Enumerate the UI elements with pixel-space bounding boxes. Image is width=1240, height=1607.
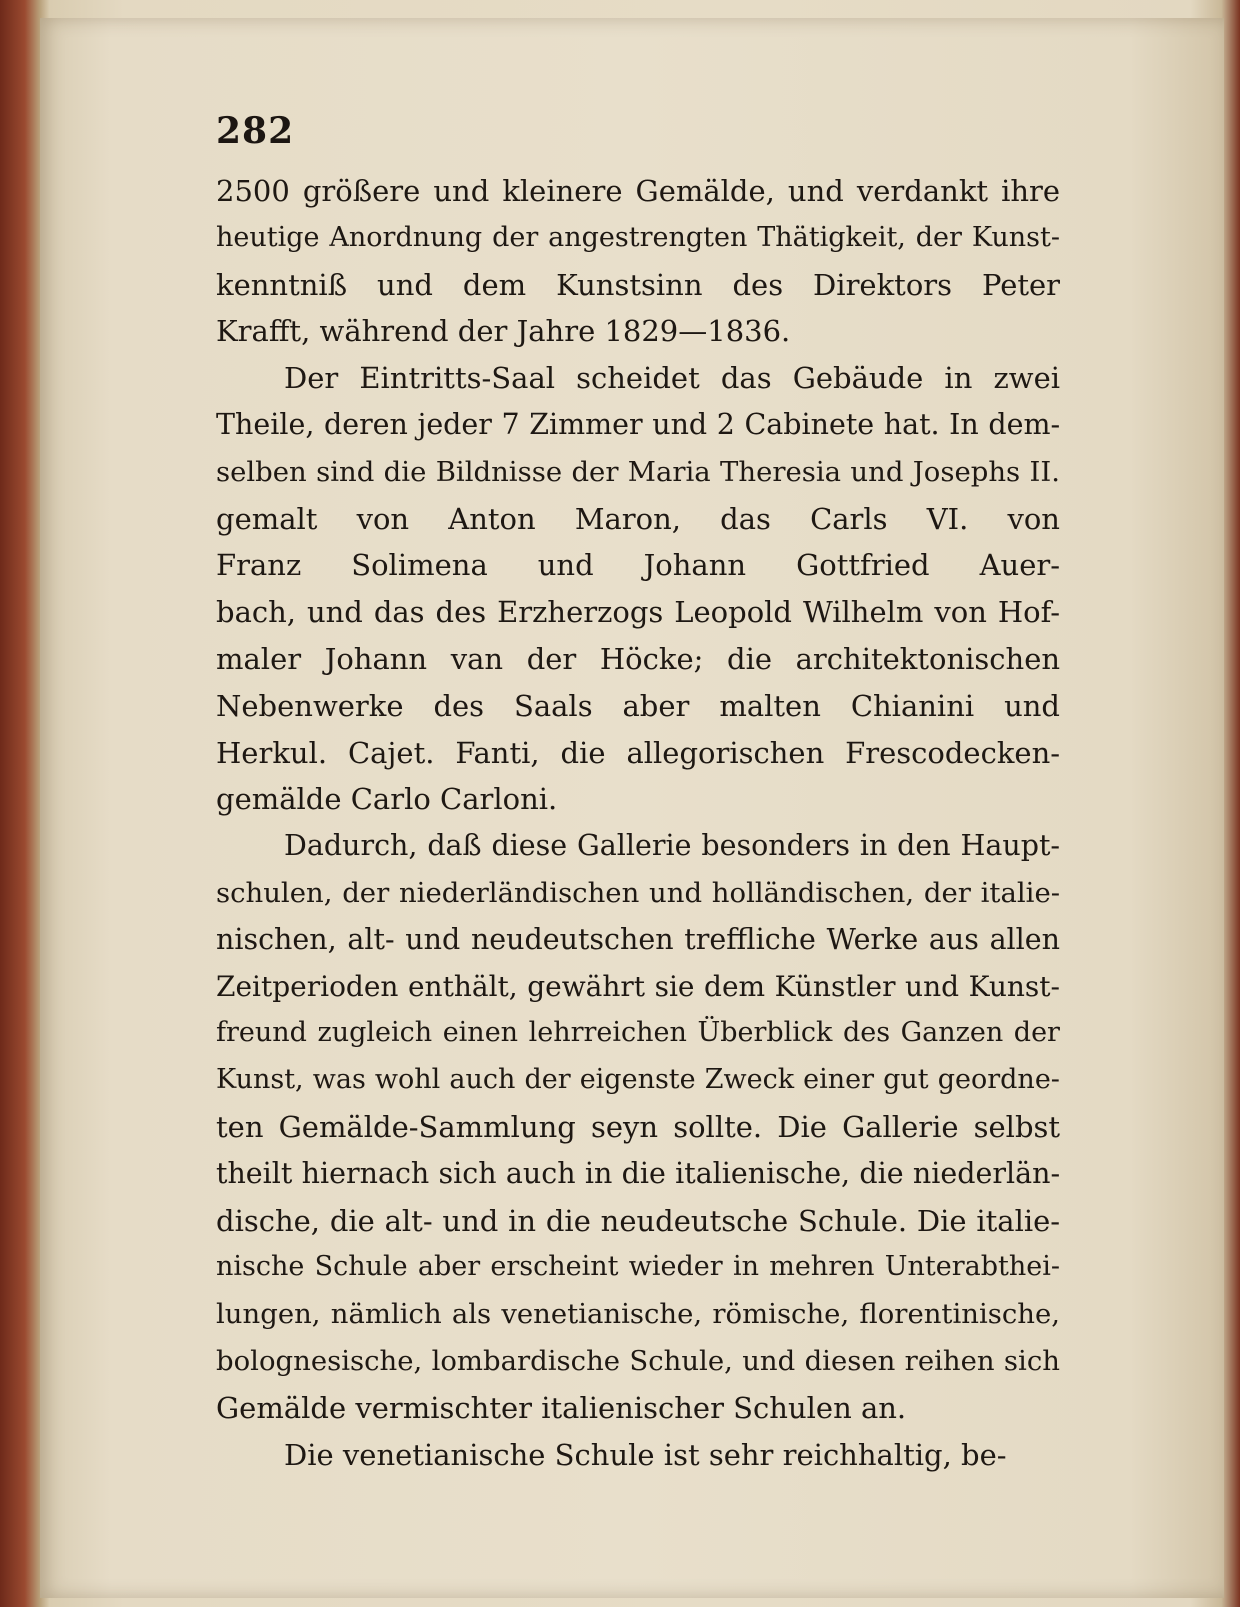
word: theilt bbox=[216, 1156, 293, 1190]
word: Gallerie bbox=[577, 829, 692, 863]
word: die bbox=[727, 641, 773, 676]
text-line bbox=[216, 776, 1060, 823]
word: gemälde bbox=[216, 782, 342, 817]
word: wohl bbox=[374, 1064, 441, 1096]
text-line bbox=[216, 589, 1060, 636]
word: lombardische bbox=[431, 1344, 621, 1377]
word: malten bbox=[719, 688, 821, 723]
word: in bbox=[508, 1203, 537, 1238]
word: seyn bbox=[590, 1109, 659, 1144]
body-text bbox=[216, 168, 1060, 1478]
word: Gemälde-Sammlung bbox=[278, 1109, 576, 1144]
word: Gemälde bbox=[216, 1390, 347, 1425]
word: Auer- bbox=[979, 548, 1061, 583]
word: Solimena bbox=[351, 548, 488, 583]
word: verdankt bbox=[856, 174, 989, 208]
word: vermischter bbox=[355, 1390, 533, 1425]
word: dem bbox=[704, 969, 766, 1003]
word: Unterabthei- bbox=[884, 1251, 1060, 1283]
text-line bbox=[216, 542, 1060, 589]
word: dem bbox=[462, 267, 527, 302]
word: Chianini bbox=[850, 688, 975, 723]
paragraph-start-line bbox=[216, 823, 1060, 870]
word: bach, bbox=[216, 595, 296, 630]
word: Der bbox=[284, 361, 339, 396]
word: Johann bbox=[324, 641, 428, 676]
word: jeder bbox=[417, 407, 492, 441]
word: 2 bbox=[716, 407, 735, 441]
text-line bbox=[216, 917, 1060, 964]
word: Überblick bbox=[697, 1017, 833, 1049]
word: Theresia bbox=[720, 455, 842, 488]
word: neudeutschen bbox=[470, 922, 674, 956]
word: Johann bbox=[643, 548, 747, 583]
word: von bbox=[1007, 501, 1060, 536]
word: Kunst, bbox=[216, 1064, 304, 1096]
word: nämlich bbox=[330, 1298, 442, 1331]
word: architektonischen bbox=[795, 641, 1061, 676]
word: der bbox=[915, 221, 962, 253]
word: Josephs bbox=[912, 455, 1021, 488]
paragraph-start-line bbox=[216, 355, 1060, 402]
page-number: 282 bbox=[216, 110, 295, 152]
word: Bildnisse bbox=[435, 455, 563, 488]
word: sind bbox=[316, 455, 375, 488]
text-line bbox=[216, 168, 1060, 215]
word: Schulen bbox=[733, 1390, 852, 1425]
word: geordne- bbox=[937, 1064, 1060, 1096]
word: die bbox=[621, 1156, 666, 1190]
word: Anton bbox=[448, 501, 536, 536]
word: Schule bbox=[554, 1437, 655, 1472]
word: allegorischen bbox=[626, 735, 825, 770]
word: Franz bbox=[216, 548, 302, 583]
word: in bbox=[584, 1156, 613, 1190]
word: und bbox=[433, 174, 490, 208]
text-line bbox=[216, 262, 1060, 309]
word: Wilhelm bbox=[802, 595, 924, 630]
word: ist bbox=[663, 1437, 700, 1472]
word: der bbox=[923, 876, 971, 909]
word: die bbox=[329, 1203, 375, 1238]
word: Schule bbox=[314, 1251, 408, 1283]
text-line bbox=[216, 1104, 1060, 1151]
paragraph-start-line bbox=[216, 1432, 1060, 1479]
word: als bbox=[451, 1298, 492, 1331]
word: auch bbox=[505, 1156, 576, 1190]
text-line bbox=[216, 215, 1060, 262]
word: des bbox=[435, 595, 487, 630]
word: sich bbox=[1003, 1344, 1060, 1377]
word: die bbox=[383, 455, 427, 488]
text-line bbox=[216, 1198, 1060, 1245]
word: venetianische, bbox=[501, 1298, 703, 1331]
word: gut bbox=[883, 1064, 929, 1096]
word: sich bbox=[438, 1156, 497, 1190]
word: florentinische, bbox=[859, 1298, 1061, 1331]
text-line bbox=[216, 308, 1060, 355]
word: 1829—1836. bbox=[604, 314, 791, 349]
word: der bbox=[571, 455, 619, 488]
text-line bbox=[216, 1385, 1060, 1432]
word: italienischer bbox=[541, 1390, 724, 1425]
word: reichhaltig, bbox=[782, 1437, 952, 1472]
word: von bbox=[934, 595, 987, 630]
word: aber bbox=[622, 688, 690, 723]
word: Nebenwerke bbox=[216, 688, 404, 723]
word: Gottfried bbox=[796, 548, 930, 583]
word: der bbox=[1013, 1017, 1060, 1049]
word: Zimmer bbox=[529, 407, 643, 441]
word: Fanti, bbox=[455, 735, 540, 770]
word: der bbox=[524, 1064, 571, 1096]
word: und bbox=[306, 595, 363, 630]
word: und bbox=[377, 267, 433, 302]
text-line bbox=[216, 1338, 1060, 1385]
word: hiernach bbox=[301, 1156, 430, 1190]
word: zwei bbox=[993, 361, 1061, 396]
word: daß bbox=[427, 829, 482, 863]
word: ten bbox=[216, 1109, 264, 1144]
word: Peter bbox=[981, 267, 1061, 302]
word: italie- bbox=[980, 876, 1061, 909]
word: den bbox=[897, 829, 951, 863]
word: heutige bbox=[216, 221, 320, 253]
word: Cajet. bbox=[347, 735, 435, 770]
word: Leopold bbox=[674, 595, 792, 630]
word: II. bbox=[1029, 455, 1060, 488]
text-line bbox=[216, 730, 1060, 777]
word: deren bbox=[323, 407, 408, 441]
word: aber bbox=[417, 1251, 481, 1283]
word: mehren bbox=[769, 1251, 875, 1283]
word: Gemälde, bbox=[635, 174, 775, 208]
word: Jahre bbox=[516, 314, 596, 349]
word: Maria bbox=[627, 455, 711, 488]
word: diesen bbox=[804, 1344, 896, 1377]
word: sollte. bbox=[673, 1109, 763, 1144]
word: reihen bbox=[904, 1344, 995, 1377]
text-line bbox=[216, 870, 1060, 917]
word: das bbox=[720, 501, 771, 536]
word: hat. bbox=[883, 407, 940, 441]
word: und bbox=[652, 407, 708, 441]
word: diese bbox=[491, 829, 568, 863]
word: eigenste bbox=[579, 1064, 696, 1096]
word: Erzherzogs bbox=[497, 595, 664, 630]
word: und bbox=[442, 1203, 499, 1238]
word: Zweck bbox=[704, 1064, 795, 1096]
word: nischen, bbox=[216, 922, 337, 956]
word: selbst bbox=[973, 1109, 1061, 1144]
word: der bbox=[342, 876, 390, 909]
word: italienische, bbox=[675, 1156, 851, 1190]
word: selben bbox=[216, 455, 307, 488]
text-line bbox=[216, 636, 1060, 683]
word: ihre bbox=[1001, 174, 1061, 208]
word: Künstler bbox=[774, 969, 896, 1003]
word: einen bbox=[442, 1017, 519, 1049]
word: die bbox=[859, 1156, 904, 1190]
word: Carlo bbox=[350, 782, 431, 817]
word: der bbox=[457, 314, 508, 349]
text-line bbox=[216, 449, 1060, 496]
word: und bbox=[742, 1344, 796, 1377]
word: Gallerie bbox=[842, 1109, 959, 1144]
word: einer bbox=[803, 1064, 875, 1096]
word: was bbox=[312, 1064, 366, 1096]
word: Anordnung bbox=[329, 221, 483, 253]
text-line bbox=[216, 496, 1060, 543]
word: Die bbox=[916, 1203, 967, 1238]
word: römische, bbox=[712, 1298, 850, 1331]
word: freund bbox=[216, 1017, 307, 1049]
word: in bbox=[732, 1251, 759, 1283]
word: das bbox=[720, 361, 772, 396]
word: wieder bbox=[628, 1251, 723, 1283]
text-line bbox=[216, 1291, 1060, 1338]
word: die bbox=[545, 1203, 591, 1238]
word: in bbox=[859, 829, 888, 863]
word: niederländischen bbox=[398, 876, 640, 909]
word: venetianische bbox=[342, 1437, 546, 1472]
text-line bbox=[216, 964, 1060, 1011]
word: Saals bbox=[513, 688, 593, 723]
word: 2500 bbox=[216, 174, 290, 208]
word: erscheint bbox=[490, 1251, 619, 1283]
word: Haupt- bbox=[960, 829, 1061, 863]
word: Maron, bbox=[574, 501, 682, 536]
word: Carloni. bbox=[440, 782, 558, 817]
word: zugleich bbox=[317, 1017, 433, 1049]
word: aus bbox=[928, 922, 979, 956]
word: Krafft, bbox=[216, 314, 311, 349]
word: alt- bbox=[347, 922, 395, 956]
word: lehrreichen bbox=[528, 1017, 687, 1049]
word: während bbox=[319, 314, 449, 349]
word: Eintritts-Saal bbox=[359, 361, 556, 396]
word: kenntniß bbox=[216, 267, 348, 302]
word: Theile, bbox=[216, 407, 315, 441]
word: maler bbox=[216, 641, 302, 676]
word: des bbox=[842, 1017, 891, 1049]
word: Ganzen bbox=[900, 1017, 1004, 1049]
word: und bbox=[405, 922, 461, 956]
word: die bbox=[560, 735, 606, 770]
word: und bbox=[905, 969, 960, 1003]
word: Gebäude bbox=[792, 361, 924, 396]
word: Kunst- bbox=[968, 969, 1061, 1003]
word: holländischen, bbox=[711, 876, 915, 909]
word: von bbox=[356, 501, 410, 536]
word: In bbox=[949, 407, 979, 441]
word: Thätigkeit, bbox=[757, 221, 906, 253]
word: Carls bbox=[810, 501, 888, 536]
text-line bbox=[216, 1151, 1060, 1198]
word: neudeutsche bbox=[600, 1203, 789, 1238]
word: Hof- bbox=[997, 595, 1061, 630]
word: scheidet bbox=[576, 361, 700, 396]
word: allen bbox=[989, 922, 1061, 956]
word: und bbox=[787, 174, 844, 208]
word: an. bbox=[860, 1390, 907, 1425]
word: Die bbox=[284, 1437, 334, 1472]
word: gewährt bbox=[527, 969, 646, 1003]
word: des bbox=[433, 688, 485, 723]
word: VI. bbox=[926, 501, 969, 536]
word: und bbox=[537, 548, 594, 583]
word: das bbox=[373, 595, 425, 630]
text-line bbox=[216, 402, 1060, 449]
text-line bbox=[216, 1244, 1060, 1291]
word: sehr bbox=[708, 1437, 774, 1472]
word: dische, bbox=[216, 1203, 321, 1238]
word: Höcke; bbox=[599, 641, 704, 676]
word: 7 bbox=[501, 407, 520, 441]
word: und bbox=[649, 876, 703, 909]
word: Werke bbox=[826, 922, 919, 956]
word: Kunst- bbox=[971, 221, 1060, 253]
word: des bbox=[732, 267, 784, 302]
text-line bbox=[216, 1057, 1060, 1104]
word: Schule, bbox=[629, 1344, 733, 1377]
word: größere bbox=[302, 174, 421, 208]
word: gemalt bbox=[216, 501, 318, 536]
word: van bbox=[450, 641, 504, 676]
word: kleinere bbox=[502, 174, 623, 208]
word: Cabinete bbox=[744, 407, 875, 441]
text-line bbox=[216, 683, 1060, 730]
word: Die bbox=[777, 1109, 827, 1144]
word: und bbox=[1004, 688, 1060, 723]
word: in bbox=[944, 361, 973, 396]
word: schulen, bbox=[216, 876, 333, 909]
word: Herkul. bbox=[216, 735, 328, 770]
word: treffliche bbox=[684, 922, 816, 956]
word: Dadurch, bbox=[284, 829, 418, 863]
word: der bbox=[526, 641, 577, 676]
word: niederlän- bbox=[912, 1156, 1061, 1190]
word: Direktors bbox=[813, 267, 953, 302]
word: nische bbox=[216, 1251, 305, 1283]
word: Schule. bbox=[797, 1203, 908, 1238]
word: be- bbox=[961, 1437, 1007, 1472]
word: alt- bbox=[384, 1203, 433, 1238]
word: und bbox=[850, 455, 904, 488]
word: Frescodecken- bbox=[845, 735, 1061, 770]
word: lungen, bbox=[216, 1298, 321, 1331]
word: sie bbox=[654, 969, 695, 1003]
word: Zeitperioden bbox=[216, 969, 399, 1003]
word: angestrengten bbox=[548, 221, 748, 253]
word: italie- bbox=[976, 1203, 1061, 1238]
word: der bbox=[492, 221, 539, 253]
text-line bbox=[216, 1010, 1060, 1057]
word: bolognesische, bbox=[216, 1344, 423, 1377]
word: auch bbox=[449, 1064, 516, 1096]
word: enthält, bbox=[407, 969, 518, 1003]
word: besonders bbox=[701, 829, 850, 863]
word: Kunstsinn bbox=[556, 267, 703, 302]
word: dem- bbox=[988, 407, 1061, 441]
